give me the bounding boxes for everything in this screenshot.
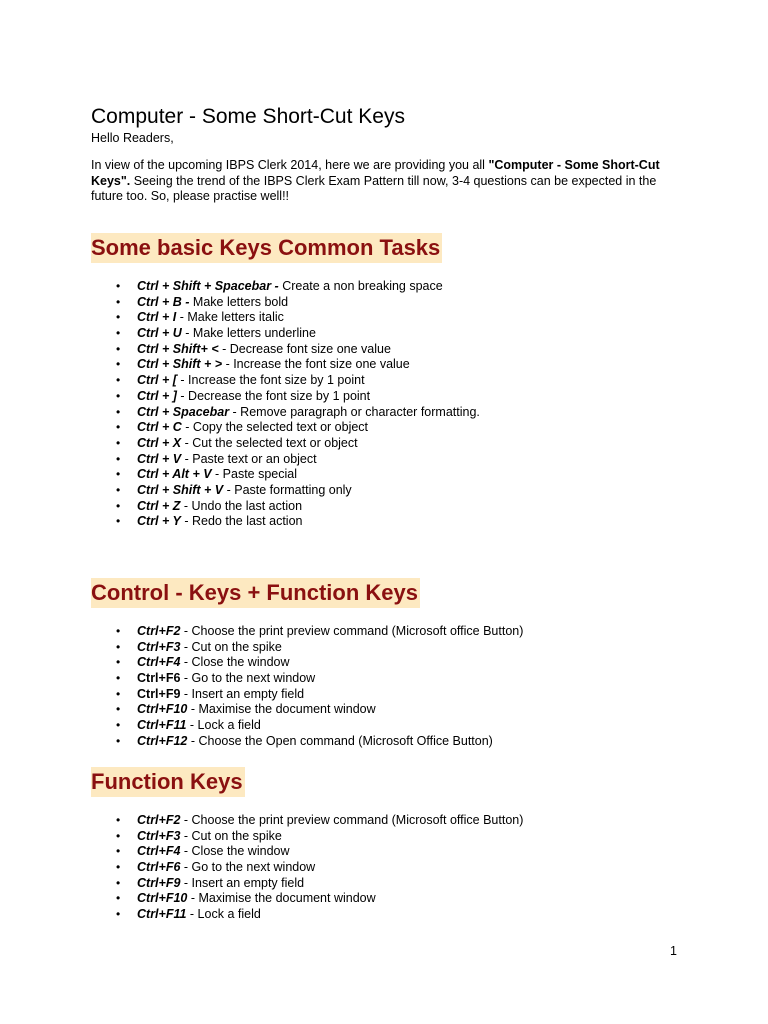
shortcut-keys: Ctrl+F2 — [137, 624, 181, 638]
bullet-icon: • — [116, 451, 121, 466]
shortcut-text — [137, 655, 290, 671]
shortcut-keys: Ctrl + Shift + Spacebar - — [137, 279, 279, 293]
shortcut-keys: Ctrl + B - — [137, 294, 190, 309]
shortcut-keys: Ctrl+F4 — [137, 844, 181, 859]
shortcut-keys: Ctrl+F2 — [137, 813, 181, 827]
shortcut-keys: Ctrl+F9 — [137, 875, 181, 890]
shortcut-keys: Ctrl+F6 — [137, 860, 181, 875]
bullet-icon: • — [116, 482, 121, 497]
shortcut-text — [137, 467, 297, 483]
bullet-icon: • — [116, 341, 121, 356]
shortcut-description: - Cut the selected text or object — [181, 435, 358, 450]
shortcut-text — [137, 295, 288, 311]
shortcut-description: Create a non breaking space — [278, 279, 443, 293]
shortcut-keys: Ctrl + C — [137, 420, 182, 435]
shortcut-description: - Choose the Open command (Microsoft Office Button) — [187, 733, 493, 748]
bullet-icon: • — [116, 875, 121, 890]
shortcut-description: - Make letters italic — [176, 310, 284, 325]
shortcut-keys: Ctrl+F11 — [137, 718, 187, 733]
shortcut-text — [137, 876, 304, 892]
bullet-icon: • — [116, 891, 121, 906]
shortcut-keys: Ctrl+F11 — [137, 907, 187, 922]
shortcut-text — [137, 514, 303, 530]
shortcut-text — [137, 452, 317, 468]
intro-text-end: Seeing the trend of the IBPS Clerk Exam Pattern till now, 3-4 questions can be expected in the future too. So, please practise well!! — [91, 173, 657, 203]
shortcut-keys: Ctrl+F10 — [137, 891, 188, 906]
bullet-icon: • — [116, 718, 121, 733]
bullet-icon: • — [116, 813, 121, 827]
shortcut-text — [137, 373, 365, 389]
bullet-icon: • — [116, 907, 121, 922]
shortcut-text — [137, 844, 290, 860]
shortcut-keys: Ctrl + [ — [137, 373, 177, 388]
bullet-icon: • — [116, 844, 121, 859]
bullet-icon: • — [116, 702, 121, 717]
shortcut-keys: Ctrl + Y — [137, 514, 181, 529]
shortcut-text — [137, 860, 315, 876]
shortcut-text — [137, 891, 376, 907]
shortcut-description: - Go to the next window — [180, 860, 316, 875]
shortcut-text — [137, 499, 302, 515]
shortcut-keys: Ctrl + Shift+ < — [137, 341, 219, 356]
shortcut-text — [137, 357, 410, 373]
shortcut-description: - Insert an empty field — [180, 875, 305, 890]
shortcut-description: - Cut on the spike — [180, 639, 282, 654]
shortcut-text — [137, 829, 282, 845]
shortcut-description: - Choose the print preview command (Microsoft office Button) — [180, 813, 524, 827]
shortcut-keys: Ctrl+F3 — [137, 639, 181, 654]
intro-text-start: In view of the upcoming IBPS Clerk 2014, here we are providing you all — [91, 158, 489, 172]
shortcut-text — [137, 420, 368, 436]
shortcut-description: - Choose the print preview command (Microsoft office Button) — [180, 624, 524, 638]
shortcut-keys: Ctrl + Z — [137, 498, 181, 513]
shortcut-text — [137, 702, 376, 718]
bullet-icon: • — [116, 404, 121, 419]
bullet-icon: • — [116, 498, 121, 513]
bullet-icon: • — [116, 435, 121, 450]
shortcut-keys: Ctrl + ] — [137, 388, 177, 403]
bullet-icon: • — [116, 733, 121, 748]
shortcut-keys: Ctrl + U — [137, 326, 182, 341]
shortcut-description: - Go to the next window — [180, 671, 316, 686]
shortcut-text — [137, 734, 493, 750]
bullet-icon: • — [116, 828, 121, 843]
shortcut-description: - Increase the font size one value — [222, 357, 410, 372]
bullet-icon: • — [116, 639, 121, 654]
shortcut-description: - Decrease the font size by 1 point — [176, 388, 371, 403]
shortcut-description: - Close the window — [180, 655, 290, 670]
shortcut-keys: Ctrl+F10 — [137, 702, 188, 717]
shortcut-text — [137, 310, 284, 326]
greeting: Hello Readers, — [91, 131, 174, 145]
shortcut-text — [137, 640, 282, 656]
shortcut-text — [137, 483, 352, 499]
shortcut-keys: Ctrl + Spacebar — [137, 404, 230, 419]
section-heading-control-function-keys: Control - Keys + Function Keys — [91, 578, 420, 608]
shortcut-description: - Redo the last action — [180, 514, 303, 529]
shortcut-description: Make letters bold — [189, 294, 289, 309]
bullet-icon: • — [116, 624, 121, 638]
bullet-icon: • — [116, 514, 121, 529]
shortcut-keys: Ctrl+F3 — [137, 828, 181, 843]
shortcut-description: - Maximise the document window — [187, 702, 376, 717]
shortcut-keys: Ctrl + Alt + V — [137, 467, 212, 482]
bullet-icon: • — [116, 357, 121, 372]
shortcut-text — [137, 907, 261, 923]
shortcut-description: - Maximise the document window — [187, 891, 376, 906]
shortcut-description: - Make letters underline — [181, 326, 316, 341]
intro-bold-title: "Computer - Some Short-Cut Keys". — [91, 158, 660, 188]
shortcut-description: - Paste formatting only — [223, 482, 352, 497]
shortcut-description: - Paste text or an object — [181, 451, 317, 466]
shortcut-keys: Ctrl+F6 — [137, 671, 181, 686]
shortcut-text — [137, 389, 370, 405]
shortcut-text — [137, 813, 523, 829]
section-heading-function-keys: Function Keys — [91, 767, 245, 797]
bullet-icon: • — [116, 310, 121, 325]
bullet-icon: • — [116, 294, 121, 309]
bullet-icon: • — [116, 388, 121, 403]
shortcut-keys: Ctrl + Shift + V — [137, 482, 224, 497]
page-number: 1 — [670, 944, 677, 958]
shortcut-text — [137, 624, 523, 640]
bullet-icon: • — [116, 655, 121, 670]
shortcut-text — [137, 671, 315, 687]
shortcut-text — [137, 405, 480, 421]
shortcut-text — [137, 718, 261, 734]
shortcut-description: - Undo the last action — [180, 498, 303, 513]
bullet-icon: • — [116, 373, 121, 388]
shortcut-description: - Decrease font size one value — [218, 341, 391, 356]
bullet-icon: • — [116, 860, 121, 875]
shortcut-keys: Ctrl + X — [137, 435, 182, 450]
shortcut-description: - Remove paragraph or character formatting. — [229, 404, 480, 419]
intro-paragraph — [91, 158, 691, 205]
shortcut-description: - Copy the selected text or object — [181, 420, 369, 435]
shortcut-description: - Lock a field — [186, 907, 261, 922]
bullet-icon: • — [116, 326, 121, 341]
shortcut-description: - Close the window — [180, 844, 290, 859]
shortcut-description: - Lock a field — [186, 718, 261, 733]
shortcut-description: - Insert an empty field — [180, 686, 305, 701]
bullet-icon: • — [116, 686, 121, 701]
shortcut-keys: Ctrl+F9 — [137, 686, 181, 701]
shortcut-text — [137, 687, 304, 703]
shortcut-keys: Ctrl + Shift + > — [137, 357, 223, 372]
bullet-icon: • — [116, 671, 121, 686]
bullet-icon: • — [116, 467, 121, 482]
shortcut-description: - Increase the font size by 1 point — [176, 373, 365, 388]
section-heading-basic-keys: Some basic Keys Common Tasks — [91, 233, 442, 263]
shortcut-text — [137, 326, 316, 342]
shortcut-keys: Ctrl + I — [137, 310, 177, 325]
shortcut-keys: Ctrl + V — [137, 451, 182, 466]
shortcut-keys: Ctrl+F12 — [137, 733, 188, 748]
shortcut-description: - Paste special — [211, 467, 298, 482]
shortcut-description: - Cut on the spike — [180, 828, 282, 843]
bullet-icon: • — [116, 420, 121, 435]
page-title: Computer - Some Short-Cut Keys — [91, 105, 405, 128]
bullet-icon: • — [116, 279, 121, 293]
shortcut-text — [137, 342, 391, 358]
shortcut-text — [137, 436, 358, 452]
shortcut-text — [137, 279, 443, 295]
shortcut-keys: Ctrl+F4 — [137, 655, 181, 670]
